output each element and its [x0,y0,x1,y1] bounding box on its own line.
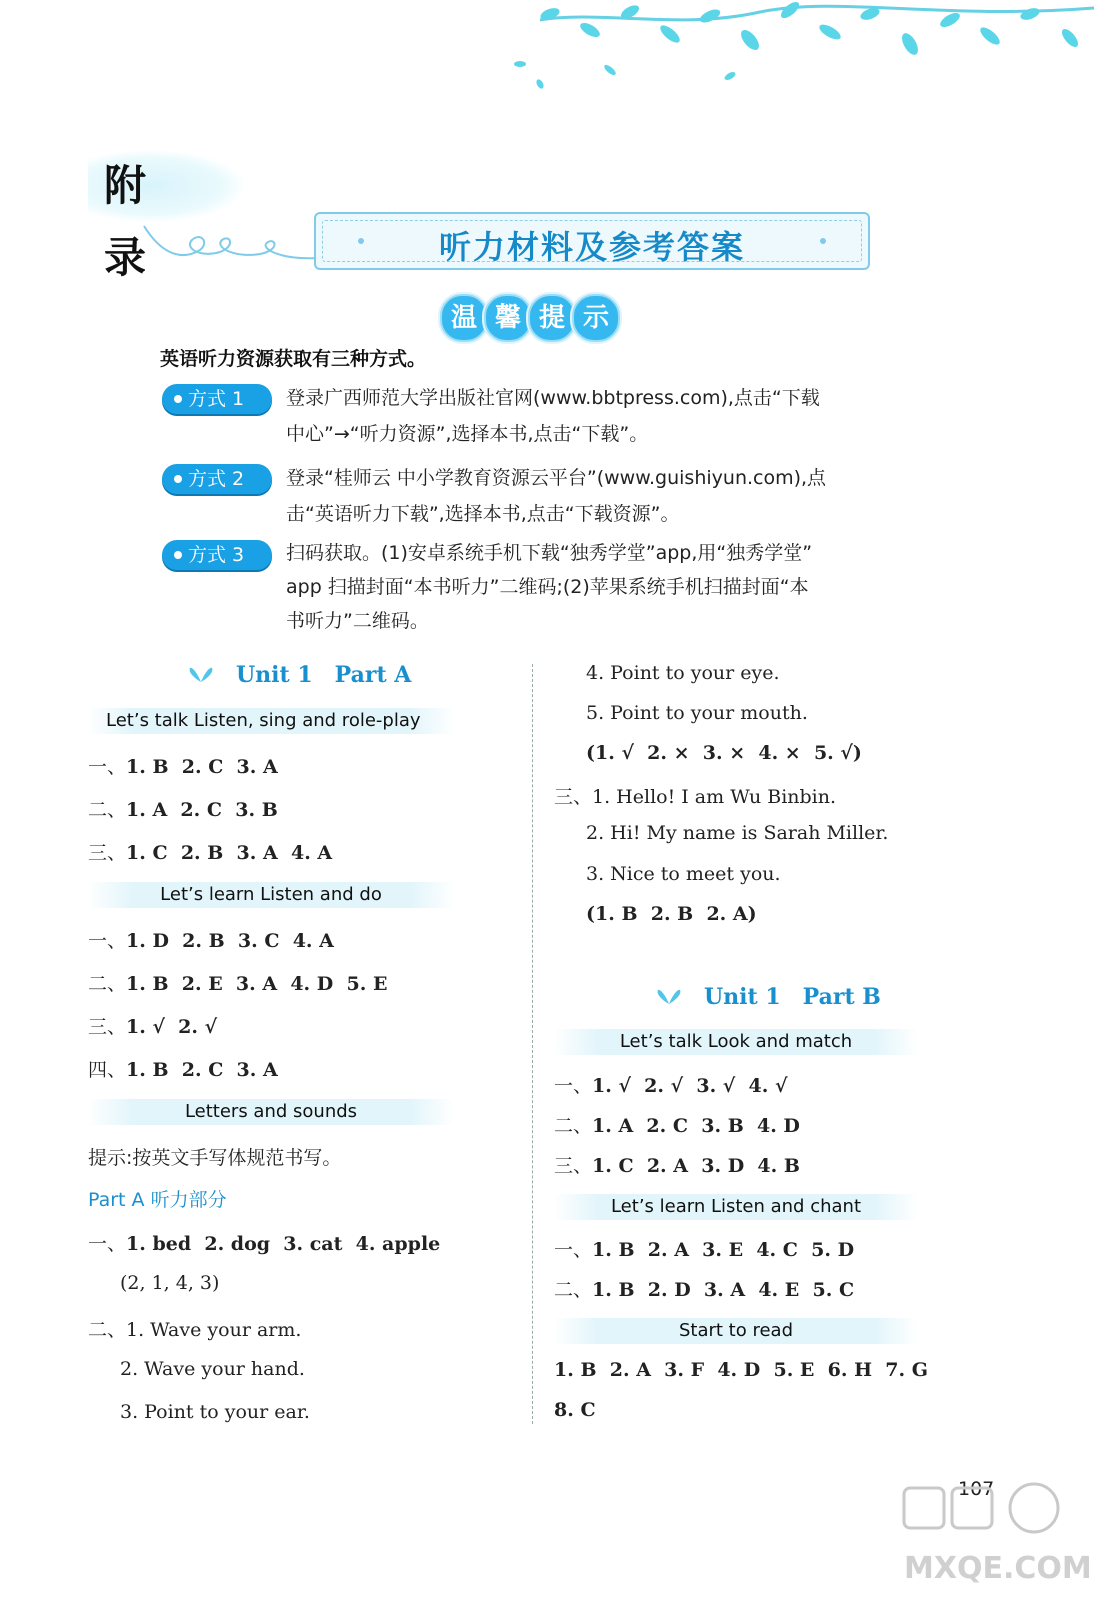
answer-line: 二、1. Wave your arm. [88,1319,302,1341]
tip-char: 示 [572,294,620,342]
warm-tips-badge [440,294,616,342]
tip-char: 温 [440,294,488,342]
leaf-decoration-icon [480,0,1094,100]
answer-line: 一、1. D 2. B 3. C 4. A [88,930,334,952]
section-lets-talk-b: Let’s talk Look and match [554,1029,918,1055]
page-number: 107 [958,1478,995,1500]
answer-line: 2. Wave your hand. [120,1358,305,1380]
answer-line: (1. √ 2. × 3. × 4. × 5. √) [586,742,862,764]
answer-line: 4. Point to your eye. [586,662,780,684]
answer-line: 3. Point to your ear. [120,1401,310,1423]
listening-heading: Part A 听力部分 [88,1189,227,1211]
unit1-part-b-heading: Unit 1 Part B [656,984,881,1010]
answer-line: 2. Hi! My name is Sarah Miller. [586,822,889,844]
butterfly-icon [656,986,682,1006]
hint-text: 提示:按英文手写体规范书写。 [88,1147,342,1169]
section-lets-talk: Let’s talk Listen, sing and role-play [88,708,454,734]
intro-text: 英语听力资源获取有三种方式。 [160,348,427,370]
section-start-to-read: Start to read [554,1318,918,1344]
unit1-part-a-heading: Unit 1 Part A [188,662,411,688]
swirl-decoration-icon [140,222,320,272]
column-divider [532,664,533,1424]
answer-line: 3. Nice to meet you. [586,863,781,885]
answer-line: 5. Point to your mouth. [586,702,808,724]
method-1-text: 登录广西师范大学出版社官网(www.bbtpress.com),点击“下载 中心”→“听力资源”,选择本书,点击“下载”。 [286,387,820,445]
section-lets-learn: Let’s learn Listen and do [88,882,454,908]
answer-line: 8. C [554,1399,596,1421]
answer-line: 四、1. B 2. C 3. A [88,1059,278,1081]
answer-line: 二、1. A 2. C 3. B 4. D [554,1115,800,1137]
answer-line: 一、1. √ 2. √ 3. √ 4. √ [554,1075,788,1097]
answer-line: 三、1. C 2. B 3. A 4. A [88,842,333,864]
answer-line: 三、1. Hello! I am Wu Binbin. [554,786,837,808]
answer-line: 一、1. B 2. C 3. A [88,756,278,778]
answer-line: 三、1. √ 2. √ [88,1016,218,1038]
tip-char: 馨 [484,294,532,342]
answer-line: 一、1. bed 2. dog 3. cat 4. apple [88,1233,441,1255]
answer-line: 1. B 2. A 3. F 4. D 5. E 6. H 7. G [554,1359,928,1381]
answer-line: 二、1. B 2. D 3. A 4. E 5. C [554,1279,855,1301]
answer-line: (1. B 2. B 2. A) [586,903,757,925]
section-letters-sounds: Letters and sounds [88,1099,454,1125]
answer-line: 二、1. A 2. C 3. B [88,799,278,821]
butterfly-icon [188,664,214,684]
method-1-label: 方式 1 [162,384,272,414]
watermark-logo-icon [898,1468,1092,1592]
svg-text:MXQE.COM: MXQE.COM [904,1551,1092,1586]
tip-char: 提 [528,294,576,342]
method-3-label: 方式 3 [162,540,272,570]
banner-title: 听力材料及参考答案 [438,228,745,266]
section-lets-learn-b: Let’s learn Listen and chant [554,1194,918,1220]
answer-line: 一、1. B 2. A 3. E 4. C 5. D [554,1239,855,1261]
title-banner [314,212,870,270]
answer-line: 三、1. C 2. A 3. D 4. B [554,1155,800,1177]
method-2-label: 方式 2 [162,464,272,494]
method-2-text: 登录“桂师云 中小学教育资源云平台”(www.guishiyun.com),点 击“英语听力下载”,选择本书,点击“下载资源”。 [286,467,827,525]
method-3-text: 扫码获取。(1)安卓系统手机下载“独秀学堂”app,用“独秀学堂” app 扫描封面“本书听力”二维码;(2)苹果系统手机扫描封面“本 书听力”二维码。 [286,542,813,632]
answer-line: (2, 1, 4, 3) [120,1272,220,1294]
answer-line: 二、1. B 2. E 3. A 4. D 5. E [88,973,388,995]
appendix-heading: 附 录 [88,150,244,222]
